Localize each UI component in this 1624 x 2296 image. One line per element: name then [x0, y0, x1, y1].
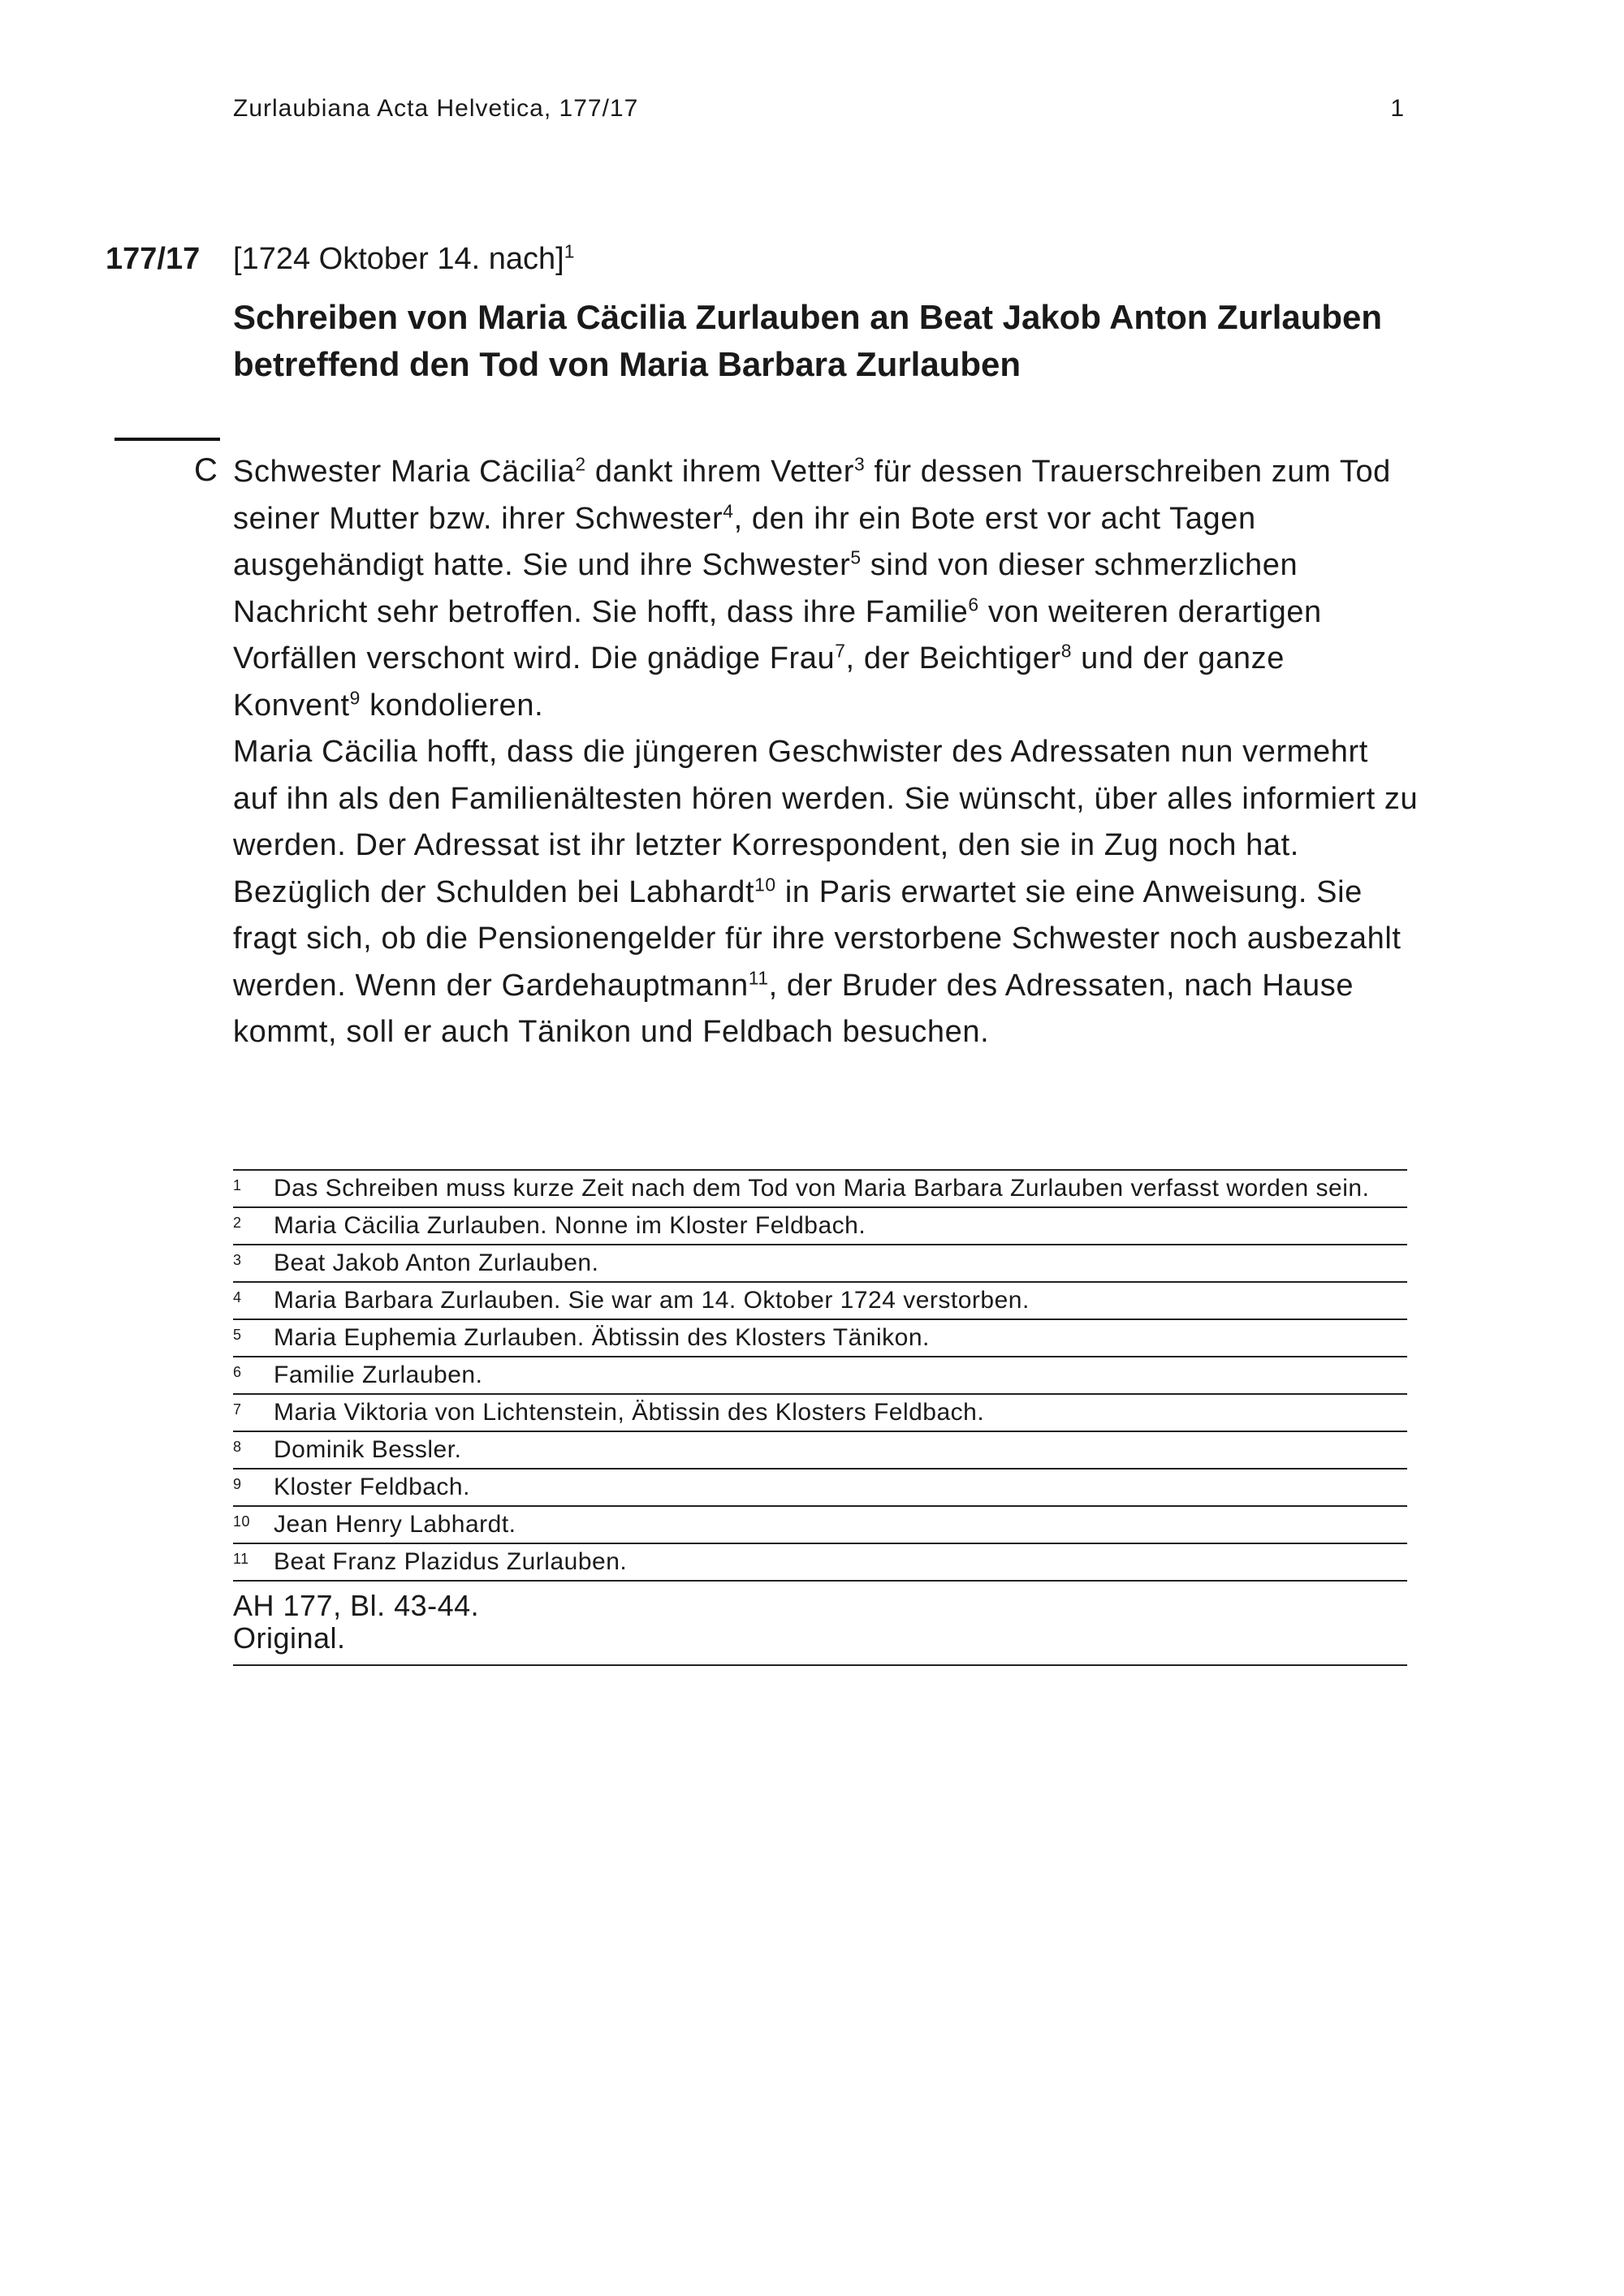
- footnotes: [233, 1169, 1407, 1666]
- footnote-list: [233, 1169, 1407, 1580]
- source-reference: AH 177, Bl. 43-44.: [233, 1589, 480, 1622]
- abstract-text: , der Beichtiger: [845, 641, 1061, 675]
- category-letter: C: [194, 452, 218, 488]
- document-date: [233, 242, 574, 277]
- footnote-text: Beat Jakob Anton Zurlauben.: [274, 1249, 599, 1276]
- footnote: [233, 1393, 1407, 1431]
- footnote: [233, 1431, 1407, 1468]
- footnote-number: 6: [233, 1364, 242, 1380]
- abstract-paragraph-1: [233, 449, 1419, 729]
- footnote-ref: 4: [723, 499, 734, 521]
- abstract-text: , den ihr ein Bote erst vor acht Tagen ausgehändigt hatte. Sie und ihre Schwester: [233, 501, 1256, 582]
- footnote-number: 5: [233, 1327, 242, 1343]
- abstract-text: Maria Cäcilia hofft, dass die jüngeren Geschwister des Adressaten nun vermehrt auf ihn als den Familienältesten hören werden. Sie wünscht, über alles informiert zu werden. Der Adressat ist ihr letzter Korrespondent, den sie in Zug noch hat. Bezüglich der Schulden bei Labhardt: [233, 735, 1419, 909]
- footnote-ref: 6: [968, 593, 979, 615]
- abstract-text: Schwester Maria Cäcilia: [233, 455, 576, 489]
- footnote-number: 10: [233, 1513, 251, 1530]
- abstract-text: dankt ihrem Vetter: [585, 455, 854, 489]
- footnote-number: 4: [233, 1289, 242, 1306]
- abstract-text: , der Bruder des Adressaten, nach Hause kommt, soll er auch Tänikon und Feldbach besuchen.: [233, 968, 1354, 1049]
- footnote: [233, 1505, 1407, 1543]
- footnote-number: 3: [233, 1252, 242, 1268]
- footnote: [233, 1206, 1407, 1244]
- footnote-text: Maria Viktoria von Lichtenstein, Äbtissin des Klosters Feldbach.: [274, 1399, 985, 1426]
- abstract: [233, 449, 1419, 1056]
- footnote-text: Beat Franz Plazidus Zurlauben.: [274, 1548, 628, 1575]
- abstract-text: sind von dieser schmerzlichen Nachricht sehr betroffen. Sie hofft, dass ihre Familie: [233, 548, 1298, 629]
- footnote-ref: 8: [1060, 640, 1072, 662]
- footnote-ref: 9: [349, 686, 361, 708]
- abstract-text: von weiteren derartigen Vorfällen verschont wird. Die gnädige Frau: [233, 594, 1322, 675]
- abstract-text: und der ganze Konvent: [233, 641, 1285, 723]
- footnote-ref: 10: [754, 873, 776, 895]
- footnote-number: 7: [233, 1401, 242, 1418]
- footnote: [233, 1169, 1407, 1206]
- document-id: 177/17: [106, 242, 201, 276]
- footnote-text: Maria Cäcilia Zurlauben. Nonne im Kloster Feldbach.: [274, 1212, 866, 1239]
- footnote-number: 11: [233, 1551, 249, 1567]
- document-date-text: [1724 Oktober 14. nach]: [233, 242, 564, 276]
- running-title: Zurlaubiana Acta Helvetica, 177/17: [233, 95, 639, 122]
- footnote-text: Das Schreiben muss kurze Zeit nach dem Tod von Maria Barbara Zurlauben verfasst worden sein.: [274, 1175, 1370, 1202]
- footnote-ref: 11: [748, 966, 769, 988]
- footnote-text: Maria Euphemia Zurlauben. Äbtissin des Klosters Tänikon.: [274, 1324, 930, 1351]
- abstract-text: in Paris erwartet sie eine Anweisung. Sie fragt sich, ob die Pensionengelder für ihre verstorbene Schwester noch ausbezahlt werden. Wenn der Gardehauptmann: [233, 874, 1402, 1003]
- footnote-text: Jean Henry Labhardt.: [274, 1511, 516, 1538]
- footnote: [233, 1468, 1407, 1505]
- footnote-text: Maria Barbara Zurlauben. Sie war am 14. Oktober 1724 verstorben.: [274, 1287, 1030, 1314]
- footnote-ref: 2: [575, 453, 586, 475]
- footnote-text: Kloster Feldbach.: [274, 1474, 470, 1500]
- footnote-number: 9: [233, 1476, 242, 1492]
- margin-rule: [114, 438, 220, 441]
- abstract-paragraph-2: [233, 729, 1419, 1056]
- footnote: [233, 1543, 1407, 1580]
- footnote: [233, 1318, 1407, 1356]
- document-title: Schreiben von Maria Cäcilia Zurlauben an Beat Jakob Anton Zurlauben betreffend den Tod von Maria Barbara Zurlauben: [233, 298, 1383, 383]
- footnote: [233, 1356, 1407, 1393]
- footnote-text: Dominik Bessler.: [274, 1436, 462, 1463]
- footnote-number: 1: [233, 1177, 242, 1193]
- footnote-ref: 3: [854, 453, 866, 475]
- running-header: [233, 95, 1405, 123]
- source-type: Original.: [233, 1621, 346, 1655]
- footnote-number: 2: [233, 1215, 242, 1231]
- page-number: 1: [1390, 95, 1405, 122]
- abstract-text: für dessen Trauerschreiben zum Tod seiner Mutter bzw. ihrer Schwester: [233, 455, 1391, 536]
- source-block: [233, 1580, 1407, 1666]
- abstract-text: kondolieren.: [360, 688, 544, 723]
- footnote-ref: 7: [835, 640, 846, 662]
- footnote: [233, 1281, 1407, 1318]
- footnote-ref: 5: [850, 546, 862, 568]
- footnote-number: 8: [233, 1439, 242, 1455]
- footnote-ref: 1: [564, 240, 575, 262]
- footnote-text: Familie Zurlauben.: [274, 1362, 483, 1388]
- footnote: [233, 1244, 1407, 1281]
